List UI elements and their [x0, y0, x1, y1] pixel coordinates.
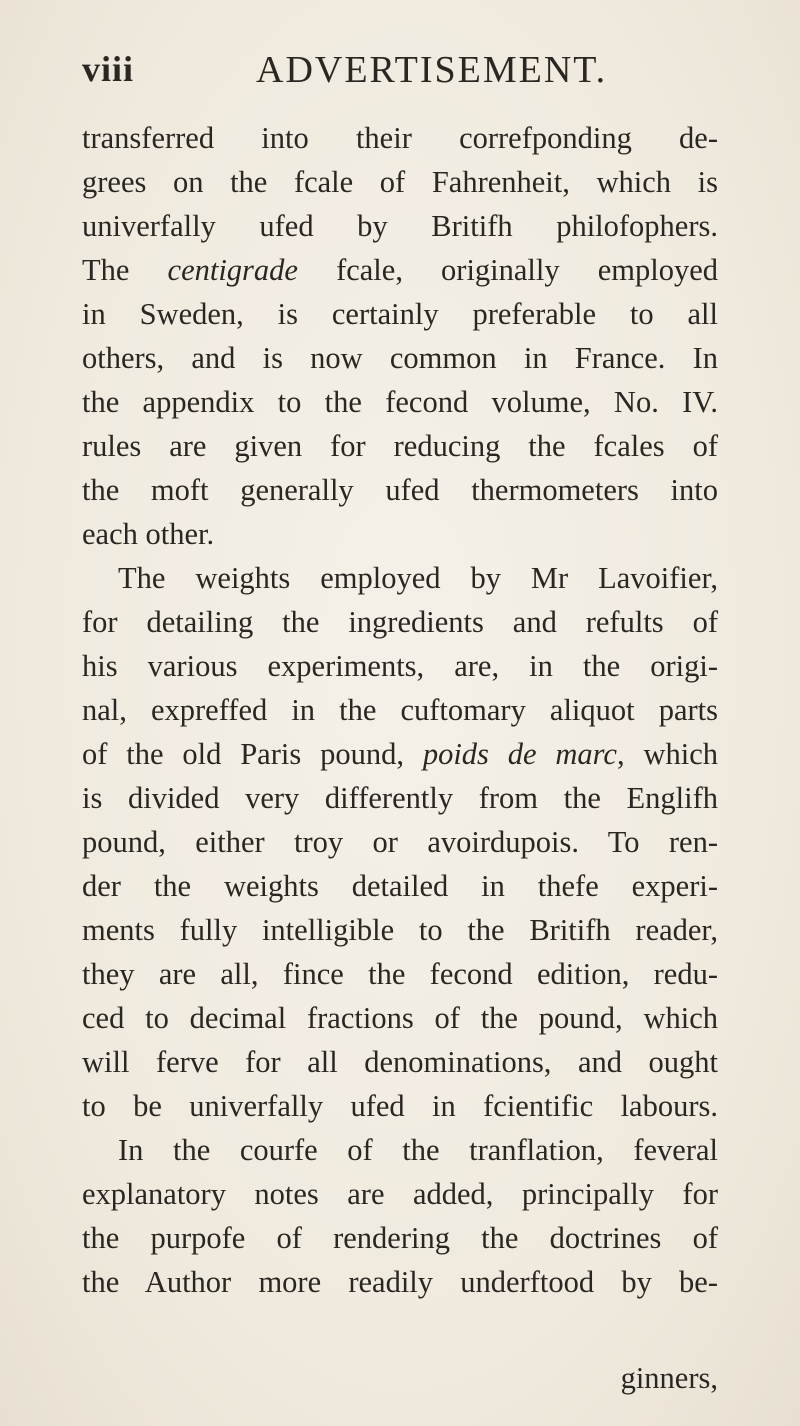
text-line: will ferve for all denominations, and ought	[82, 1045, 718, 1079]
text-line: ments fully intelligible to the Britifh reader,	[82, 913, 718, 947]
text-line: rules are given for reducing the fcales of	[82, 429, 718, 463]
text-line: for detailing the ingredients and refults of	[82, 605, 718, 639]
text-line: grees on the fcale of Fahrenheit, which is	[82, 165, 718, 199]
text-segment: The	[82, 253, 168, 287]
text-line: others, and is now common in France. In	[82, 341, 718, 375]
text-segment: of the old Paris pound,	[82, 737, 423, 771]
text-segment: fcale, originally employed	[297, 253, 719, 287]
page-number: viii	[82, 49, 135, 89]
catchword: ginners,	[620, 1361, 718, 1395]
text-line: the appendix to the fecond volume, No. IV.	[82, 385, 718, 419]
text-line: the moft generally ufed thermometers into	[82, 473, 718, 507]
text-line	[82, 732, 718, 776]
text-line: to be univerfally ufed in fcientific labours.	[82, 1089, 718, 1123]
text-line: they are all, fince the fecond edition, redu-	[82, 957, 718, 991]
text-line: nal, expreffed in the cuftomary aliquot parts	[82, 693, 718, 727]
text-line: der the weights detailed in thefe experi-	[82, 869, 718, 903]
text-line: each other.	[82, 517, 215, 551]
text-line: ced to decimal fractions of the pound, which	[82, 1001, 718, 1035]
text-line: in Sweden, is certainly preferable to all	[82, 297, 718, 331]
body-text	[82, 116, 718, 1304]
text-line: The weights employed by Mr Lavoifier,	[118, 561, 718, 595]
italic-term: centigrade	[167, 253, 298, 287]
page-header	[82, 48, 762, 96]
text-line: is divided very differently from the Englifh	[82, 781, 718, 815]
text-line: univerfally ufed by Britifh philofophers.	[82, 209, 718, 243]
text-segment: , which	[616, 737, 718, 771]
text-line: In the courfe of the tranflation, feveral	[118, 1133, 718, 1167]
text-line: his various experiments, are, in the origi-	[82, 649, 718, 683]
text-line: the purpofe of rendering the doctrines of	[82, 1221, 718, 1255]
running-title: ADVERTISEMENT.	[256, 49, 608, 91]
text-line	[82, 248, 718, 292]
italic-term: poids de marc	[422, 737, 617, 771]
text-line: explanatory notes are added, principally for	[82, 1177, 718, 1211]
text-line: transferred into their correfponding de-	[82, 121, 718, 155]
text-line: the Author more readily underftood by be-	[82, 1265, 718, 1299]
text-line: pound, either troy or avoirdupois. To ren-	[82, 825, 718, 859]
